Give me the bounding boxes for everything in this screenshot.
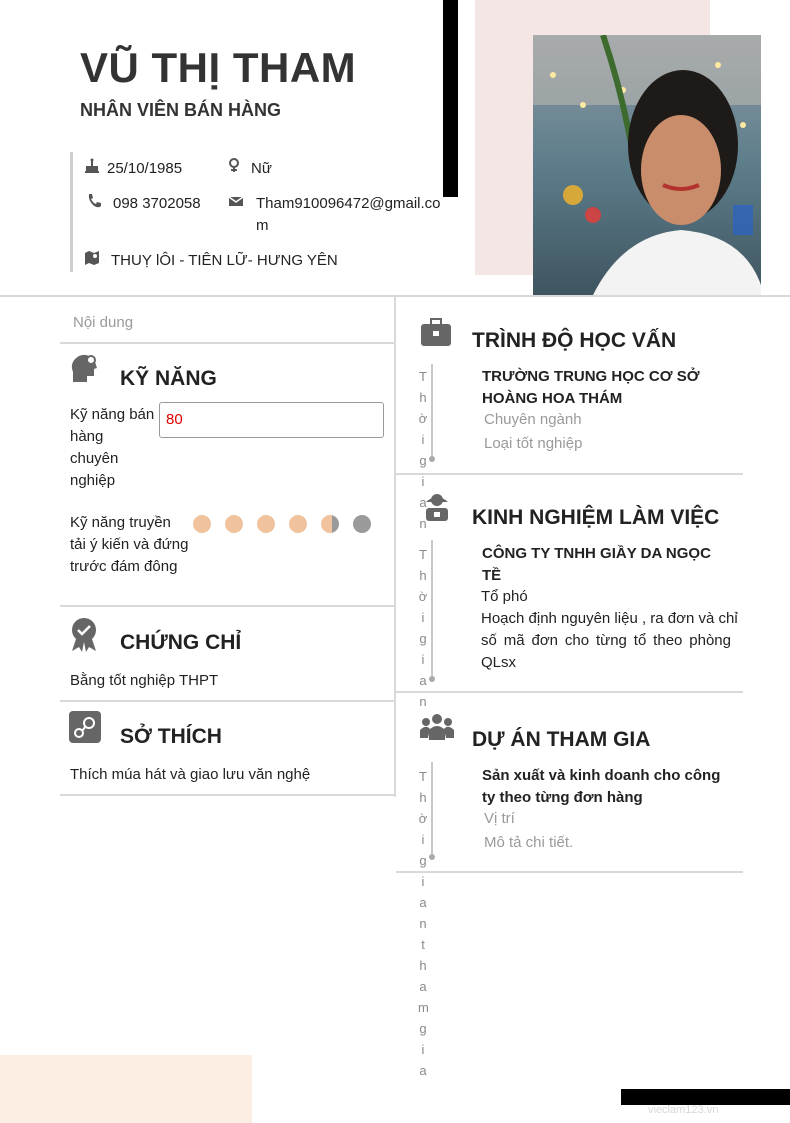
footer-black-bar bbox=[621, 1089, 790, 1105]
phone-text: 098 3702058 bbox=[113, 195, 201, 212]
skill-1-value-field[interactable]: 80 bbox=[159, 402, 384, 438]
header-black-bar bbox=[443, 0, 458, 197]
projects-divider bbox=[396, 691, 743, 693]
hobbies-title: SỞ THÍCH bbox=[120, 725, 222, 748]
email-text: Tham910096472@gmail.co m bbox=[256, 195, 441, 234]
rating-dot bbox=[225, 515, 243, 533]
phone-icon bbox=[86, 193, 102, 214]
content-label: Nội dung bbox=[73, 314, 134, 331]
skill-2-name: Kỹ năng truyền tải ý kiến và đứng trước đám đông bbox=[70, 514, 189, 575]
projects-timeline-dot bbox=[429, 854, 435, 860]
experience-time-label: Thời gian bbox=[418, 547, 428, 709]
education-timeline bbox=[431, 364, 433, 459]
column-divider bbox=[394, 297, 396, 797]
experience-timeline bbox=[431, 540, 433, 678]
skills-divider bbox=[60, 342, 394, 344]
experience-description: Hoạch định nguyên liệu , ra đơn và chỉ số mã đơn cho từng tổ theo phòng QLsx bbox=[481, 610, 738, 671]
certificate-item: Bằng tốt nghiệp THPT bbox=[70, 672, 219, 689]
group-icon bbox=[420, 712, 454, 747]
project-role: Vị trí bbox=[484, 810, 515, 827]
rating-dot bbox=[321, 515, 339, 533]
skills-title: KỸ NĂNG bbox=[120, 367, 217, 390]
project-description: Mô tả chi tiết. bbox=[484, 834, 574, 851]
hobbies-divider bbox=[60, 700, 394, 702]
skill-1-name: Kỹ năng bán hàng chuyên nghiệp bbox=[70, 406, 155, 489]
steam-icon bbox=[69, 711, 101, 748]
profile-photo bbox=[533, 35, 761, 295]
hobby-item: Thích múa hát và giao lưu văn nghệ bbox=[70, 766, 311, 783]
education-title: TRÌNH ĐỘ HỌC VẤN bbox=[472, 329, 677, 352]
experience-timeline-dot bbox=[429, 676, 435, 682]
watermark: vieclam123.vn bbox=[648, 1104, 719, 1116]
hobbies-bottom-divider bbox=[60, 794, 394, 796]
experience-title: KINH NGHIỆM LÀM VIỆC bbox=[472, 506, 720, 529]
education-major: Chuyên ngành bbox=[484, 411, 582, 428]
footer-accent-block bbox=[0, 1055, 252, 1123]
projects-time-label: Thời gian tham gia bbox=[418, 769, 429, 1078]
education-school: TRƯỜNG TRUNG HỌC CƠ SỞ HOÀNG HOA THÁM bbox=[482, 368, 700, 407]
birthday-icon bbox=[84, 158, 100, 179]
experience-company: CÔNG TY TNHH GIẦY DA NGỌC TỀ bbox=[482, 545, 711, 584]
dob-text: 25/10/1985 bbox=[107, 160, 183, 177]
rating-dot bbox=[257, 515, 275, 533]
rating-dot bbox=[353, 515, 371, 533]
experience-role: Tổ phó bbox=[481, 588, 528, 605]
education-timeline-dot bbox=[429, 456, 435, 462]
map-icon bbox=[84, 250, 100, 271]
info-divider bbox=[70, 152, 73, 272]
rating-dot bbox=[289, 515, 307, 533]
certificates-divider bbox=[60, 605, 394, 607]
certificate-icon bbox=[69, 617, 99, 658]
education-time-label: Thời gian bbox=[418, 369, 428, 531]
projects-timeline bbox=[431, 762, 433, 857]
address-text: THUỴ lÔI - TIÊN LỮ- HƯNG YÊN bbox=[111, 252, 338, 269]
candidate-name: VŨ THỊ THAM bbox=[80, 44, 357, 91]
gender-icon bbox=[227, 157, 243, 178]
briefcase-icon bbox=[420, 317, 452, 352]
projects-bottom-divider bbox=[396, 871, 743, 873]
candidate-position: NHÂN VIÊN BÁN HÀNG bbox=[80, 100, 282, 120]
certificates-title: CHỨNG CHỈ bbox=[120, 631, 242, 654]
experience-divider bbox=[396, 473, 743, 475]
education-grade: Loại tốt nghiệp bbox=[484, 435, 583, 452]
skills-icon bbox=[69, 352, 101, 389]
rating-dot bbox=[193, 515, 211, 533]
projects-title: DỰ ÁN THAM GIA bbox=[472, 728, 651, 751]
project-name: Sản xuất và kinh doanh cho công ty theo từng đơn hàng bbox=[482, 767, 721, 806]
gender-text: Nữ bbox=[251, 160, 272, 177]
email-icon bbox=[228, 193, 244, 214]
